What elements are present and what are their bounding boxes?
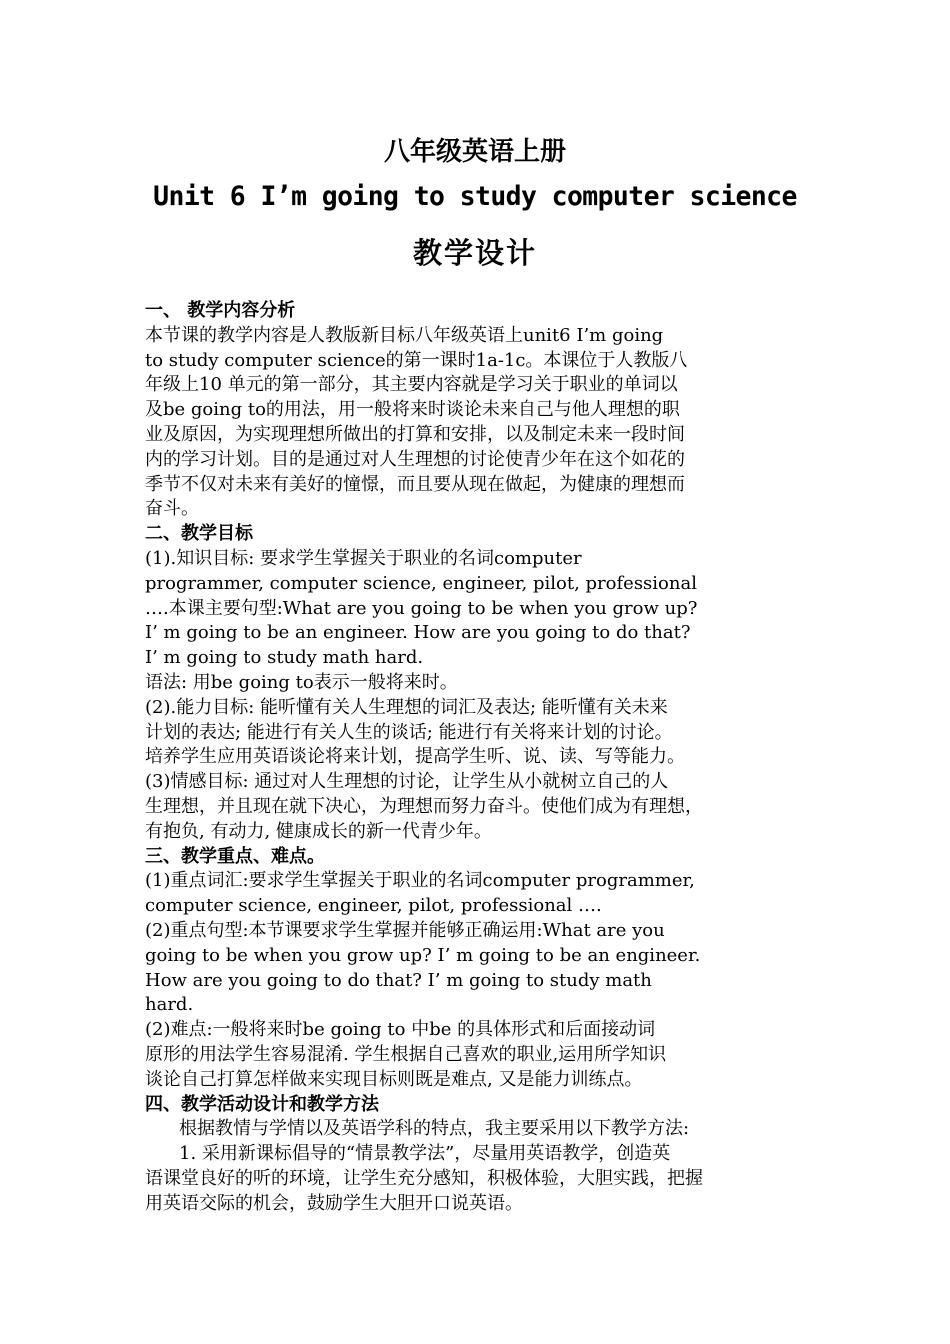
section-heading-activities: 四、教学活动设计和教学方法 bbox=[145, 1093, 379, 1115]
section-heading-objectives: 二、教学目标 bbox=[145, 523, 253, 545]
paragraph-line: 及be going to的用法，用一般将来时谈论未来自己与他人理想的职 bbox=[145, 399, 680, 421]
paragraph-line: (2).能力目标: 能听懂有关人生理想的词汇及表达; 能听懂有关未来 bbox=[145, 696, 668, 718]
paragraph-line: 内的学习计划。目的是通过对人生理想的讨论使青少年在这个如花的 bbox=[145, 448, 685, 470]
paragraph-line: 本节课的教学内容是人教版新目标八年级英语上unit6 I’m going bbox=[145, 324, 664, 346]
paragraph-line: 有抱负, 有动力, 健康成长的新一代青少年。 bbox=[145, 820, 492, 842]
document-title: 八年级英语上册 bbox=[383, 137, 566, 167]
paragraph-line: going to be when you grow up? I’ m going to be an engineer. bbox=[145, 944, 701, 966]
paragraph-line: I’ m going to study math hard. bbox=[145, 647, 424, 669]
paragraph-line: (3)情感目标: 通过对人生理想的讨论，让学生从小就树立自己的人 bbox=[145, 771, 669, 793]
paragraph-line: How are you going to do that? I’ m going to study math bbox=[145, 969, 652, 991]
paragraph-line: 用英语交际的机会，鼓励学生大胆开口说英语。 bbox=[145, 1192, 523, 1214]
document-body bbox=[145, 299, 810, 1216]
paragraph-line: hard. bbox=[145, 994, 194, 1016]
paragraph-line: 年级上10 单元的第一部分，其主要内容就是学习关于职业的单词以 bbox=[145, 374, 678, 396]
paragraph-line: 语法: 用be going to表示一般将来时。 bbox=[145, 671, 458, 693]
section-heading-key-points: 三、教学重点、难点。 bbox=[145, 845, 325, 867]
paragraph-line: programmer, computer science, engineer, pilot, professional bbox=[145, 572, 697, 594]
paragraph-line: 根据教情与学情以及英语学科的特点，我主要采用以下教学方法: bbox=[179, 1118, 690, 1140]
paragraph-line: ….本课主要句型:What are you going to be when you grow up? bbox=[145, 597, 698, 619]
paragraph-line: computer science, engineer, pilot, professional …. bbox=[145, 895, 602, 917]
unit-title: Unit 6 I’m going to study computer science bbox=[153, 181, 797, 212]
paragraph-line: 季节不仅对未来有美好的憧憬，而且要从现在做起，为健康的理想而 bbox=[145, 473, 685, 495]
paragraph-line: (1).知识目标: 要求学生掌握关于职业的名词computer bbox=[145, 547, 582, 569]
paragraph-line: (2)难点:一般将来时be going to 中be 的具体形式和后面接动词 bbox=[145, 1019, 656, 1041]
paragraph-line: to study computer science的第一课时1a-1c。本课位于人教版八 bbox=[145, 349, 688, 371]
paragraph-line: 谈论自己打算怎样做来实现目标则既是难点, 又是能力训练点。 bbox=[145, 1068, 643, 1090]
paragraph-line: 计划的表达; 能进行有关人生的谈话; 能进行有关将来计划的讨论。 bbox=[145, 721, 673, 743]
paragraph-line: I’ m going to be an engineer. How are you going to do that? bbox=[145, 622, 691, 644]
paragraph-line: (1)重点词汇:要求学生掌握关于职业的名词computer programmer, bbox=[145, 870, 695, 892]
paragraph-line: 奋斗。 bbox=[145, 498, 199, 520]
section-heading-content-analysis: 一、 教学内容分析 bbox=[145, 300, 296, 321]
paragraph-line: 1. 采用新课标倡导的“情景教学法”，尽量用英语教学，创造英 bbox=[179, 1143, 671, 1165]
paragraph-line: 生理想，并且现在就下决心，为理想而努力奋斗。使他们成为有理想， bbox=[145, 795, 703, 817]
document-subtitle: 教学设计 bbox=[412, 236, 537, 270]
paragraph-line: 语课堂良好的听的环境，让学生充分感知，积极体验，大胆实践，把握 bbox=[145, 1167, 703, 1189]
paragraph-line: 培养学生应用英语谈论将来计划，提高学生听、说、读、写等能力。 bbox=[145, 746, 685, 768]
paragraph-line: (2)重点句型:本节课要求学生掌握并能够正确运用:What are you bbox=[145, 919, 665, 941]
paragraph-line: 业及原因，为实现理想所做出的打算和安排，以及制定未来一段时间 bbox=[145, 423, 685, 445]
paragraph-line: 原形的用法学生容易混淆. 学生根据自己喜欢的职业,运用所学知识 bbox=[145, 1043, 667, 1065]
